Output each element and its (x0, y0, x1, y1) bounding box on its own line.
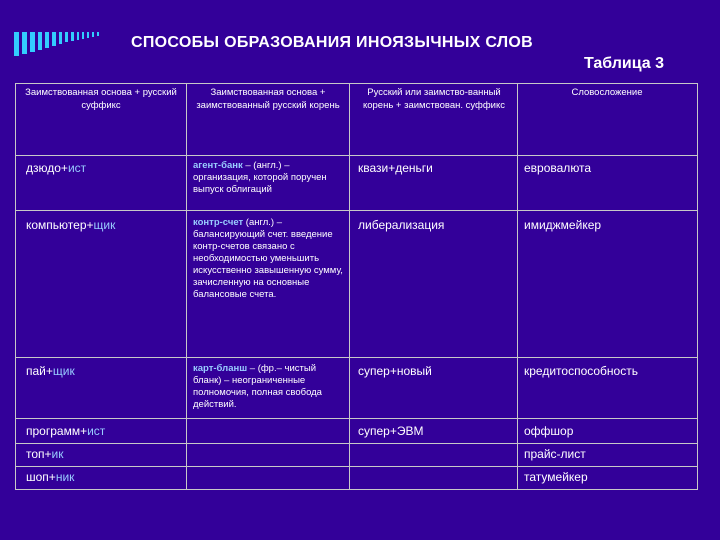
table-col-divider (15, 83, 16, 490)
table-cell: евровалюта (524, 161, 592, 175)
decorative-bar (52, 32, 56, 46)
decorative-bar (45, 32, 49, 48)
table-cell: пай+щик (26, 364, 75, 378)
table-row-divider (15, 466, 697, 467)
header-col-1: Заимствованная основа + русский суффикс (25, 87, 177, 111)
table-cell: супер+новый (358, 364, 432, 378)
table-cell: оффшор (524, 424, 574, 438)
table-col-divider (697, 83, 698, 490)
decorative-bar (97, 32, 99, 36)
table-col-divider (186, 83, 187, 490)
decorative-bar (87, 32, 89, 38)
table-row-divider (15, 155, 697, 156)
table-cell: супер+ЭВМ (358, 424, 424, 438)
table-cell: карт-бланш – (фр.– чистый бланк) – неограниченные полномочия, полная свобода действий. (193, 363, 322, 410)
table-cell: татумейкер (524, 470, 588, 484)
decorative-bar (65, 32, 68, 42)
decorative-bar (14, 32, 19, 56)
table-col-divider (517, 83, 518, 490)
table-row-divider (15, 418, 697, 419)
table-cell: шоп+ник (26, 470, 75, 484)
table-cell: топ+ик (26, 447, 64, 461)
table-caption: Таблица 3 (584, 55, 665, 72)
table-cell: кредитоспособность (524, 364, 638, 378)
table-cell: либерализация (358, 218, 445, 232)
decorative-bar (30, 32, 35, 52)
table-cell: контр-счет (англ.) – балансирующий счет. введение контр-счетов связано с необходимостью уменьшить искусственно завышенную сумму, зачисленную на основные балансовые счета. (193, 217, 343, 300)
decorative-bar (22, 32, 27, 54)
decorative-bar (92, 32, 94, 37)
table-cell: программ+ист (26, 424, 106, 438)
table-cell: компьютер+щик (26, 218, 116, 232)
decorative-bars (14, 32, 99, 56)
table-border-bottom (15, 489, 697, 490)
header-col-3: Русский или заимство-ванный корень + заимствован. суффикс (362, 87, 506, 111)
table-row-divider (15, 357, 697, 358)
decorative-bar (77, 32, 79, 40)
decorative-bar (82, 32, 84, 39)
table-col-divider (349, 83, 350, 490)
table-cell: имиджмейкер (524, 218, 602, 232)
table-cell: квази+деньги (358, 161, 433, 175)
decorative-bar (59, 32, 62, 44)
table-row-divider (15, 443, 697, 444)
table-cell: дзюдо+ист (26, 161, 87, 175)
table-cell: прайс-лист (524, 447, 586, 461)
table-border-top (15, 83, 697, 84)
decorative-bar (38, 32, 42, 50)
table-row-divider (15, 210, 697, 211)
slide-title: СПОСОБЫ ОБРАЗОВАНИЯ ИНОЯЗЫЧНЫХ СЛОВ (131, 34, 533, 51)
header-col-2: Заимствованная основа + заимствованный русский корень (196, 87, 340, 111)
table-cell: агент-банк – (англ.) – организация, которой поручен выпуск облигаций (193, 160, 327, 195)
decorative-bar (71, 32, 74, 41)
header-col-4: Словосложение (571, 87, 643, 98)
